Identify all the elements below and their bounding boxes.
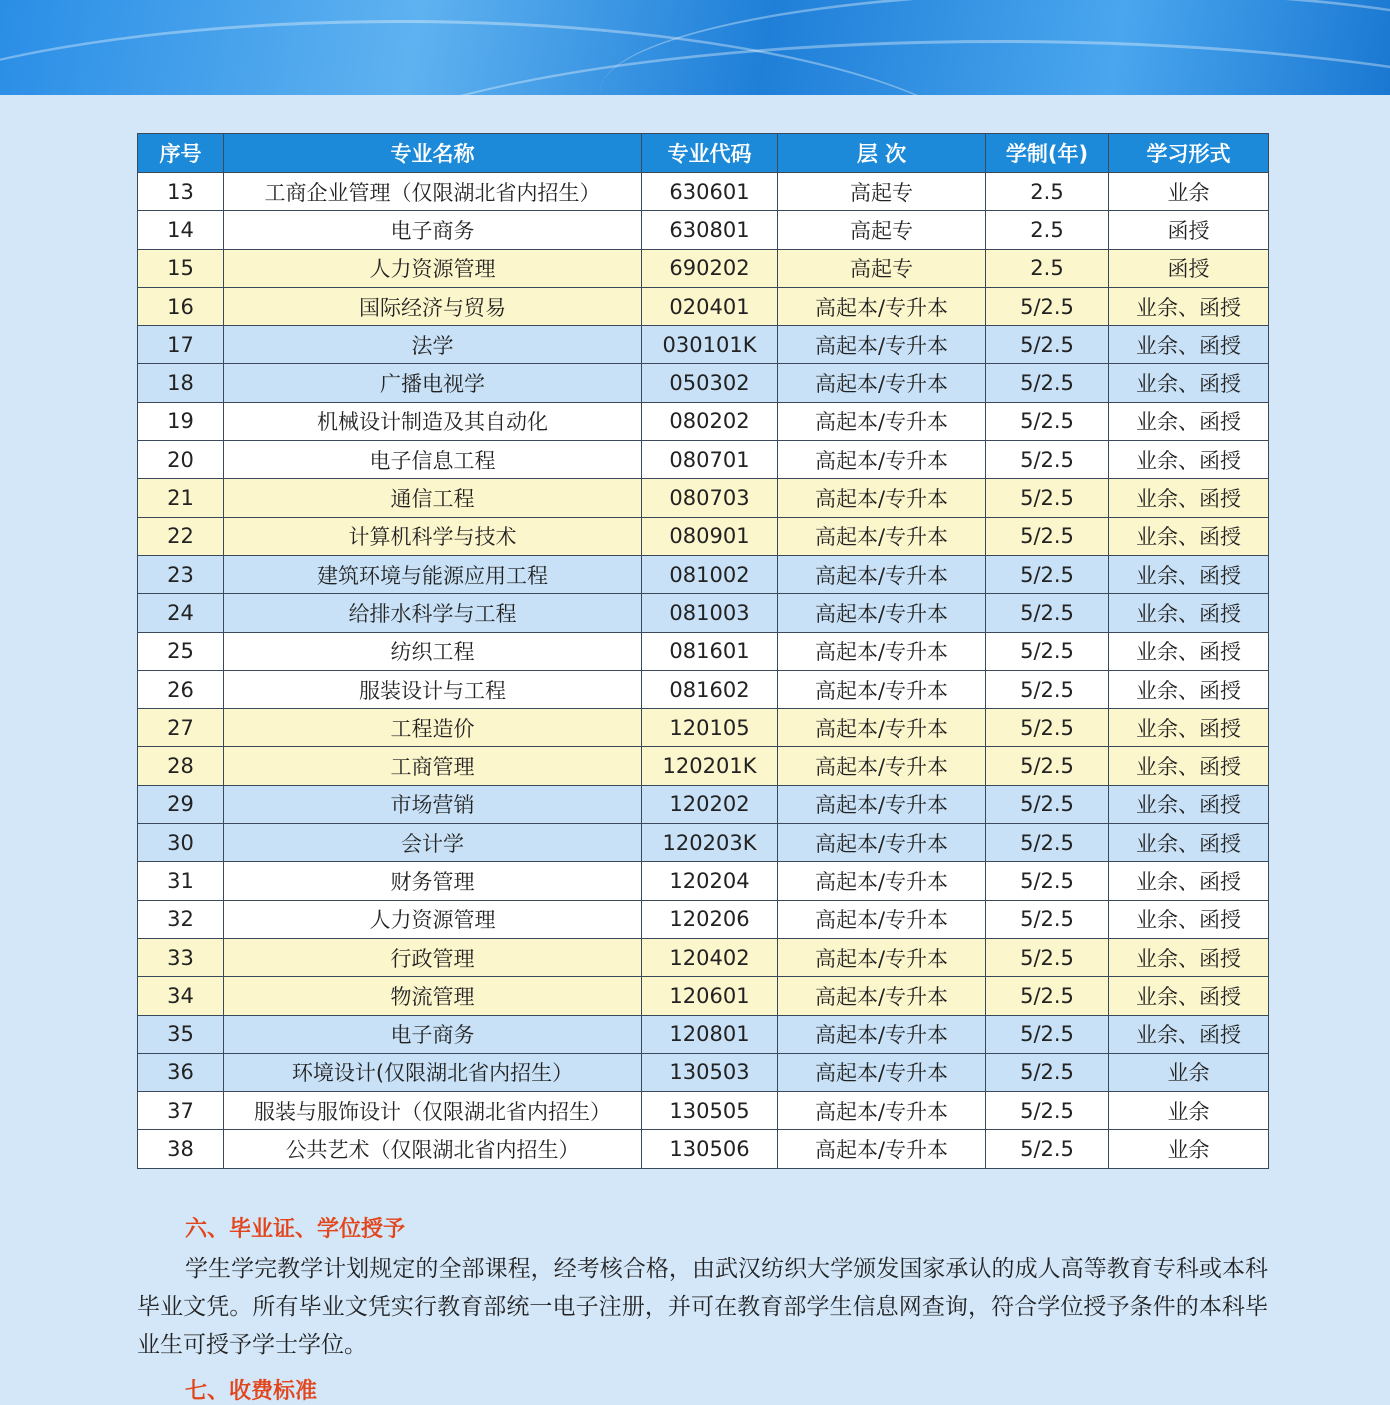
cell-duration: 5/2.5: [986, 938, 1109, 976]
cell-index: 15: [138, 249, 224, 287]
cell-index: 16: [138, 287, 224, 325]
cell-level: 高起本/专升本: [778, 555, 986, 593]
majors-table: [137, 133, 1269, 1169]
cell-major-code: 630601: [642, 173, 778, 211]
cell-level: 高起本/专升本: [778, 785, 986, 823]
cell-index: 34: [138, 977, 224, 1015]
cell-index: 24: [138, 594, 224, 632]
cell-study-mode: 业余、函授: [1109, 517, 1269, 555]
cell-duration: 5/2.5: [986, 785, 1109, 823]
cell-major-code: 050302: [642, 364, 778, 402]
cell-level: 高起本/专升本: [778, 1053, 986, 1091]
cell-major-code: 080701: [642, 441, 778, 479]
cell-index: 27: [138, 709, 224, 747]
cell-duration: 5/2.5: [986, 402, 1109, 440]
cell-study-mode: 业余: [1109, 173, 1269, 211]
cell-major-name: 电子商务: [224, 211, 642, 249]
cell-major-code: 030101K: [642, 326, 778, 364]
table-row: [138, 1053, 1269, 1091]
cell-major-name: 国际经济与贸易: [224, 287, 642, 325]
table-row: [138, 441, 1269, 479]
cell-major-name: 行政管理: [224, 938, 642, 976]
header-major-code: 专业代码: [642, 134, 778, 173]
cell-index: 18: [138, 364, 224, 402]
cell-major-code: 080703: [642, 479, 778, 517]
cell-index: 32: [138, 900, 224, 938]
cell-duration: 5/2.5: [986, 479, 1109, 517]
cell-major-name: 财务管理: [224, 862, 642, 900]
table-row: [138, 479, 1269, 517]
section-title-graduation: 六、毕业证、学位授予: [185, 1217, 406, 1242]
table-header-row: [138, 134, 1269, 173]
cell-level: 高起本/专升本: [778, 938, 986, 976]
cell-duration: 2.5: [986, 249, 1109, 287]
section-body-graduation: 学生学完教学计划规定的全部课程，经考核合格，由武汉纺织大学颁发国家承认的成人高等教育专科或本科毕业文凭。所有毕业文凭实行教育部统一电子注册，并可在教育部学生信息网查询，符合学位授予条件的本科毕业生可授予学士学位。: [137, 1256, 1268, 1358]
cell-duration: 5/2.5: [986, 287, 1109, 325]
cell-study-mode: 函授: [1109, 211, 1269, 249]
cell-duration: 5/2.5: [986, 977, 1109, 1015]
cell-major-code: 120402: [642, 938, 778, 976]
cell-duration: 5/2.5: [986, 1092, 1109, 1130]
cell-study-mode: 业余、函授: [1109, 785, 1269, 823]
cell-duration: 5/2.5: [986, 900, 1109, 938]
cell-level: 高起本/专升本: [778, 1092, 986, 1130]
cell-level: 高起本/专升本: [778, 594, 986, 632]
cell-study-mode: 业余、函授: [1109, 900, 1269, 938]
cell-major-code: 120201K: [642, 747, 778, 785]
table-row: [138, 1015, 1269, 1053]
cell-duration: 5/2.5: [986, 709, 1109, 747]
cell-index: 19: [138, 402, 224, 440]
cell-study-mode: 函授: [1109, 249, 1269, 287]
cell-major-code: 120204: [642, 862, 778, 900]
cell-index: 20: [138, 441, 224, 479]
cell-duration: 5/2.5: [986, 1053, 1109, 1091]
cell-level: 高起本/专升本: [778, 670, 986, 708]
table-row: [138, 977, 1269, 1015]
cell-index: 36: [138, 1053, 224, 1091]
cell-level: 高起本/专升本: [778, 364, 986, 402]
cell-level: 高起专: [778, 211, 986, 249]
cell-index: 26: [138, 670, 224, 708]
table-row: [138, 747, 1269, 785]
cell-index: 21: [138, 479, 224, 517]
cell-level: 高起本/专升本: [778, 747, 986, 785]
cell-index: 13: [138, 173, 224, 211]
table-row: [138, 402, 1269, 440]
cell-study-mode: 业余、函授: [1109, 287, 1269, 325]
section-title-fees: 七、收费标准: [185, 1379, 318, 1404]
cell-level: 高起本/专升本: [778, 441, 986, 479]
cell-major-name: 公共艺术（仅限湖北省内招生）: [224, 1130, 642, 1168]
cell-duration: 5/2.5: [986, 1130, 1109, 1168]
cell-major-name: 会计学: [224, 824, 642, 862]
cell-study-mode: 业余: [1109, 1092, 1269, 1130]
cell-duration: 5/2.5: [986, 364, 1109, 402]
header-major-name: 专业名称: [224, 134, 642, 173]
cell-level: 高起本/专升本: [778, 632, 986, 670]
cell-major-name: 工商管理: [224, 747, 642, 785]
table-row: [138, 862, 1269, 900]
cell-study-mode: 业余、函授: [1109, 364, 1269, 402]
cell-duration: 5/2.5: [986, 441, 1109, 479]
cell-major-code: 630801: [642, 211, 778, 249]
cell-major-code: 130505: [642, 1092, 778, 1130]
table-row: [138, 938, 1269, 976]
cell-study-mode: 业余、函授: [1109, 670, 1269, 708]
cell-index: 14: [138, 211, 224, 249]
header-index: 序号: [138, 134, 224, 173]
cell-major-code: 120601: [642, 977, 778, 1015]
cell-level: 高起本/专升本: [778, 709, 986, 747]
table-row: [138, 670, 1269, 708]
cell-study-mode: 业余: [1109, 1053, 1269, 1091]
cell-major-name: 计算机科学与技术: [224, 517, 642, 555]
table-row: [138, 709, 1269, 747]
cell-index: 37: [138, 1092, 224, 1130]
cell-study-mode: 业余、函授: [1109, 441, 1269, 479]
cell-index: 28: [138, 747, 224, 785]
cell-major-name: 环境设计(仅限湖北省内招生）: [224, 1053, 642, 1091]
cell-level: 高起本/专升本: [778, 977, 986, 1015]
cell-major-name: 服装与服饰设计（仅限湖北省内招生）: [224, 1092, 642, 1130]
cell-study-mode: 业余、函授: [1109, 1015, 1269, 1053]
cell-study-mode: 业余、函授: [1109, 824, 1269, 862]
cell-study-mode: 业余、函授: [1109, 402, 1269, 440]
cell-duration: 2.5: [986, 211, 1109, 249]
table-row: [138, 594, 1269, 632]
table-row: [138, 1130, 1269, 1168]
cell-duration: 5/2.5: [986, 517, 1109, 555]
cell-major-code: 081602: [642, 670, 778, 708]
cell-major-code: 081601: [642, 632, 778, 670]
cell-level: 高起本/专升本: [778, 1130, 986, 1168]
cell-major-code: 120203K: [642, 824, 778, 862]
cell-index: 33: [138, 938, 224, 976]
table-row: [138, 785, 1269, 823]
cell-duration: 5/2.5: [986, 862, 1109, 900]
cell-level: 高起本/专升本: [778, 479, 986, 517]
cell-major-name: 通信工程: [224, 479, 642, 517]
cell-study-mode: 业余、函授: [1109, 555, 1269, 593]
cell-major-name: 纺织工程: [224, 632, 642, 670]
table-row: [138, 632, 1269, 670]
cell-major-code: 081003: [642, 594, 778, 632]
cell-major-code: 130503: [642, 1053, 778, 1091]
cell-study-mode: 业余、函授: [1109, 862, 1269, 900]
cell-level: 高起本/专升本: [778, 862, 986, 900]
cell-study-mode: 业余、函授: [1109, 977, 1269, 1015]
table-row: [138, 173, 1269, 211]
cell-major-name: 物流管理: [224, 977, 642, 1015]
cell-level: 高起本/专升本: [778, 517, 986, 555]
cell-major-code: 120801: [642, 1015, 778, 1053]
cell-study-mode: 业余: [1109, 1130, 1269, 1168]
cell-major-name: 人力资源管理: [224, 900, 642, 938]
cell-major-code: 690202: [642, 249, 778, 287]
table-row: [138, 326, 1269, 364]
cell-major-name: 法学: [224, 326, 642, 364]
header-study-mode: 学习形式: [1109, 134, 1269, 173]
cell-index: 38: [138, 1130, 224, 1168]
cell-major-name: 广播电视学: [224, 364, 642, 402]
table-row: [138, 824, 1269, 862]
cell-major-code: 081002: [642, 555, 778, 593]
cell-level: 高起本/专升本: [778, 1015, 986, 1053]
cell-duration: 5/2.5: [986, 326, 1109, 364]
cell-major-code: 080901: [642, 517, 778, 555]
cell-major-name: 工商企业管理（仅限湖北省内招生）: [224, 173, 642, 211]
cell-index: 22: [138, 517, 224, 555]
cell-duration: 5/2.5: [986, 594, 1109, 632]
cell-duration: 5/2.5: [986, 747, 1109, 785]
cell-level: 高起本/专升本: [778, 402, 986, 440]
cell-duration: 5/2.5: [986, 670, 1109, 708]
cell-level: 高起本/专升本: [778, 287, 986, 325]
cell-major-code: 120206: [642, 900, 778, 938]
cell-study-mode: 业余、函授: [1109, 479, 1269, 517]
cell-major-name: 电子商务: [224, 1015, 642, 1053]
cell-major-name: 服装设计与工程: [224, 670, 642, 708]
cell-index: 23: [138, 555, 224, 593]
cell-major-name: 机械设计制造及其自动化: [224, 402, 642, 440]
cell-duration: 5/2.5: [986, 632, 1109, 670]
cell-major-name: 工程造价: [224, 709, 642, 747]
cell-major-name: 人力资源管理: [224, 249, 642, 287]
cell-study-mode: 业余、函授: [1109, 747, 1269, 785]
cell-study-mode: 业余、函授: [1109, 938, 1269, 976]
cell-major-name: 市场营销: [224, 785, 642, 823]
cell-index: 35: [138, 1015, 224, 1053]
cell-major-name: 给排水科学与工程: [224, 594, 642, 632]
table-row: [138, 900, 1269, 938]
table-row: [138, 364, 1269, 402]
header-duration: 学制(年): [986, 134, 1109, 173]
cell-level: 高起本/专升本: [778, 326, 986, 364]
cell-study-mode: 业余、函授: [1109, 594, 1269, 632]
cell-duration: 5/2.5: [986, 1015, 1109, 1053]
cell-level: 高起专: [778, 173, 986, 211]
cell-index: 29: [138, 785, 224, 823]
cell-study-mode: 业余、函授: [1109, 632, 1269, 670]
table-row: [138, 249, 1269, 287]
table-row: [138, 555, 1269, 593]
cell-major-code: 080202: [642, 402, 778, 440]
cell-major-code: 120105: [642, 709, 778, 747]
cell-level: 高起本/专升本: [778, 900, 986, 938]
cell-duration: 2.5: [986, 173, 1109, 211]
cell-study-mode: 业余、函授: [1109, 709, 1269, 747]
cell-major-code: 130506: [642, 1130, 778, 1168]
cell-index: 25: [138, 632, 224, 670]
cell-major-code: 120202: [642, 785, 778, 823]
table-row: [138, 517, 1269, 555]
cell-level: 高起本/专升本: [778, 824, 986, 862]
cell-level: 高起专: [778, 249, 986, 287]
table-row: [138, 211, 1269, 249]
cell-major-code: 020401: [642, 287, 778, 325]
cell-major-name: 电子信息工程: [224, 441, 642, 479]
cell-study-mode: 业余、函授: [1109, 326, 1269, 364]
cell-index: 30: [138, 824, 224, 862]
cell-index: 31: [138, 862, 224, 900]
cell-major-name: 建筑环境与能源应用工程: [224, 555, 642, 593]
cell-duration: 5/2.5: [986, 555, 1109, 593]
header-banner: [0, 0, 1390, 95]
header-level: 层 次: [778, 134, 986, 173]
cell-duration: 5/2.5: [986, 824, 1109, 862]
table-row: [138, 287, 1269, 325]
table-row: [138, 1092, 1269, 1130]
cell-index: 17: [138, 326, 224, 364]
